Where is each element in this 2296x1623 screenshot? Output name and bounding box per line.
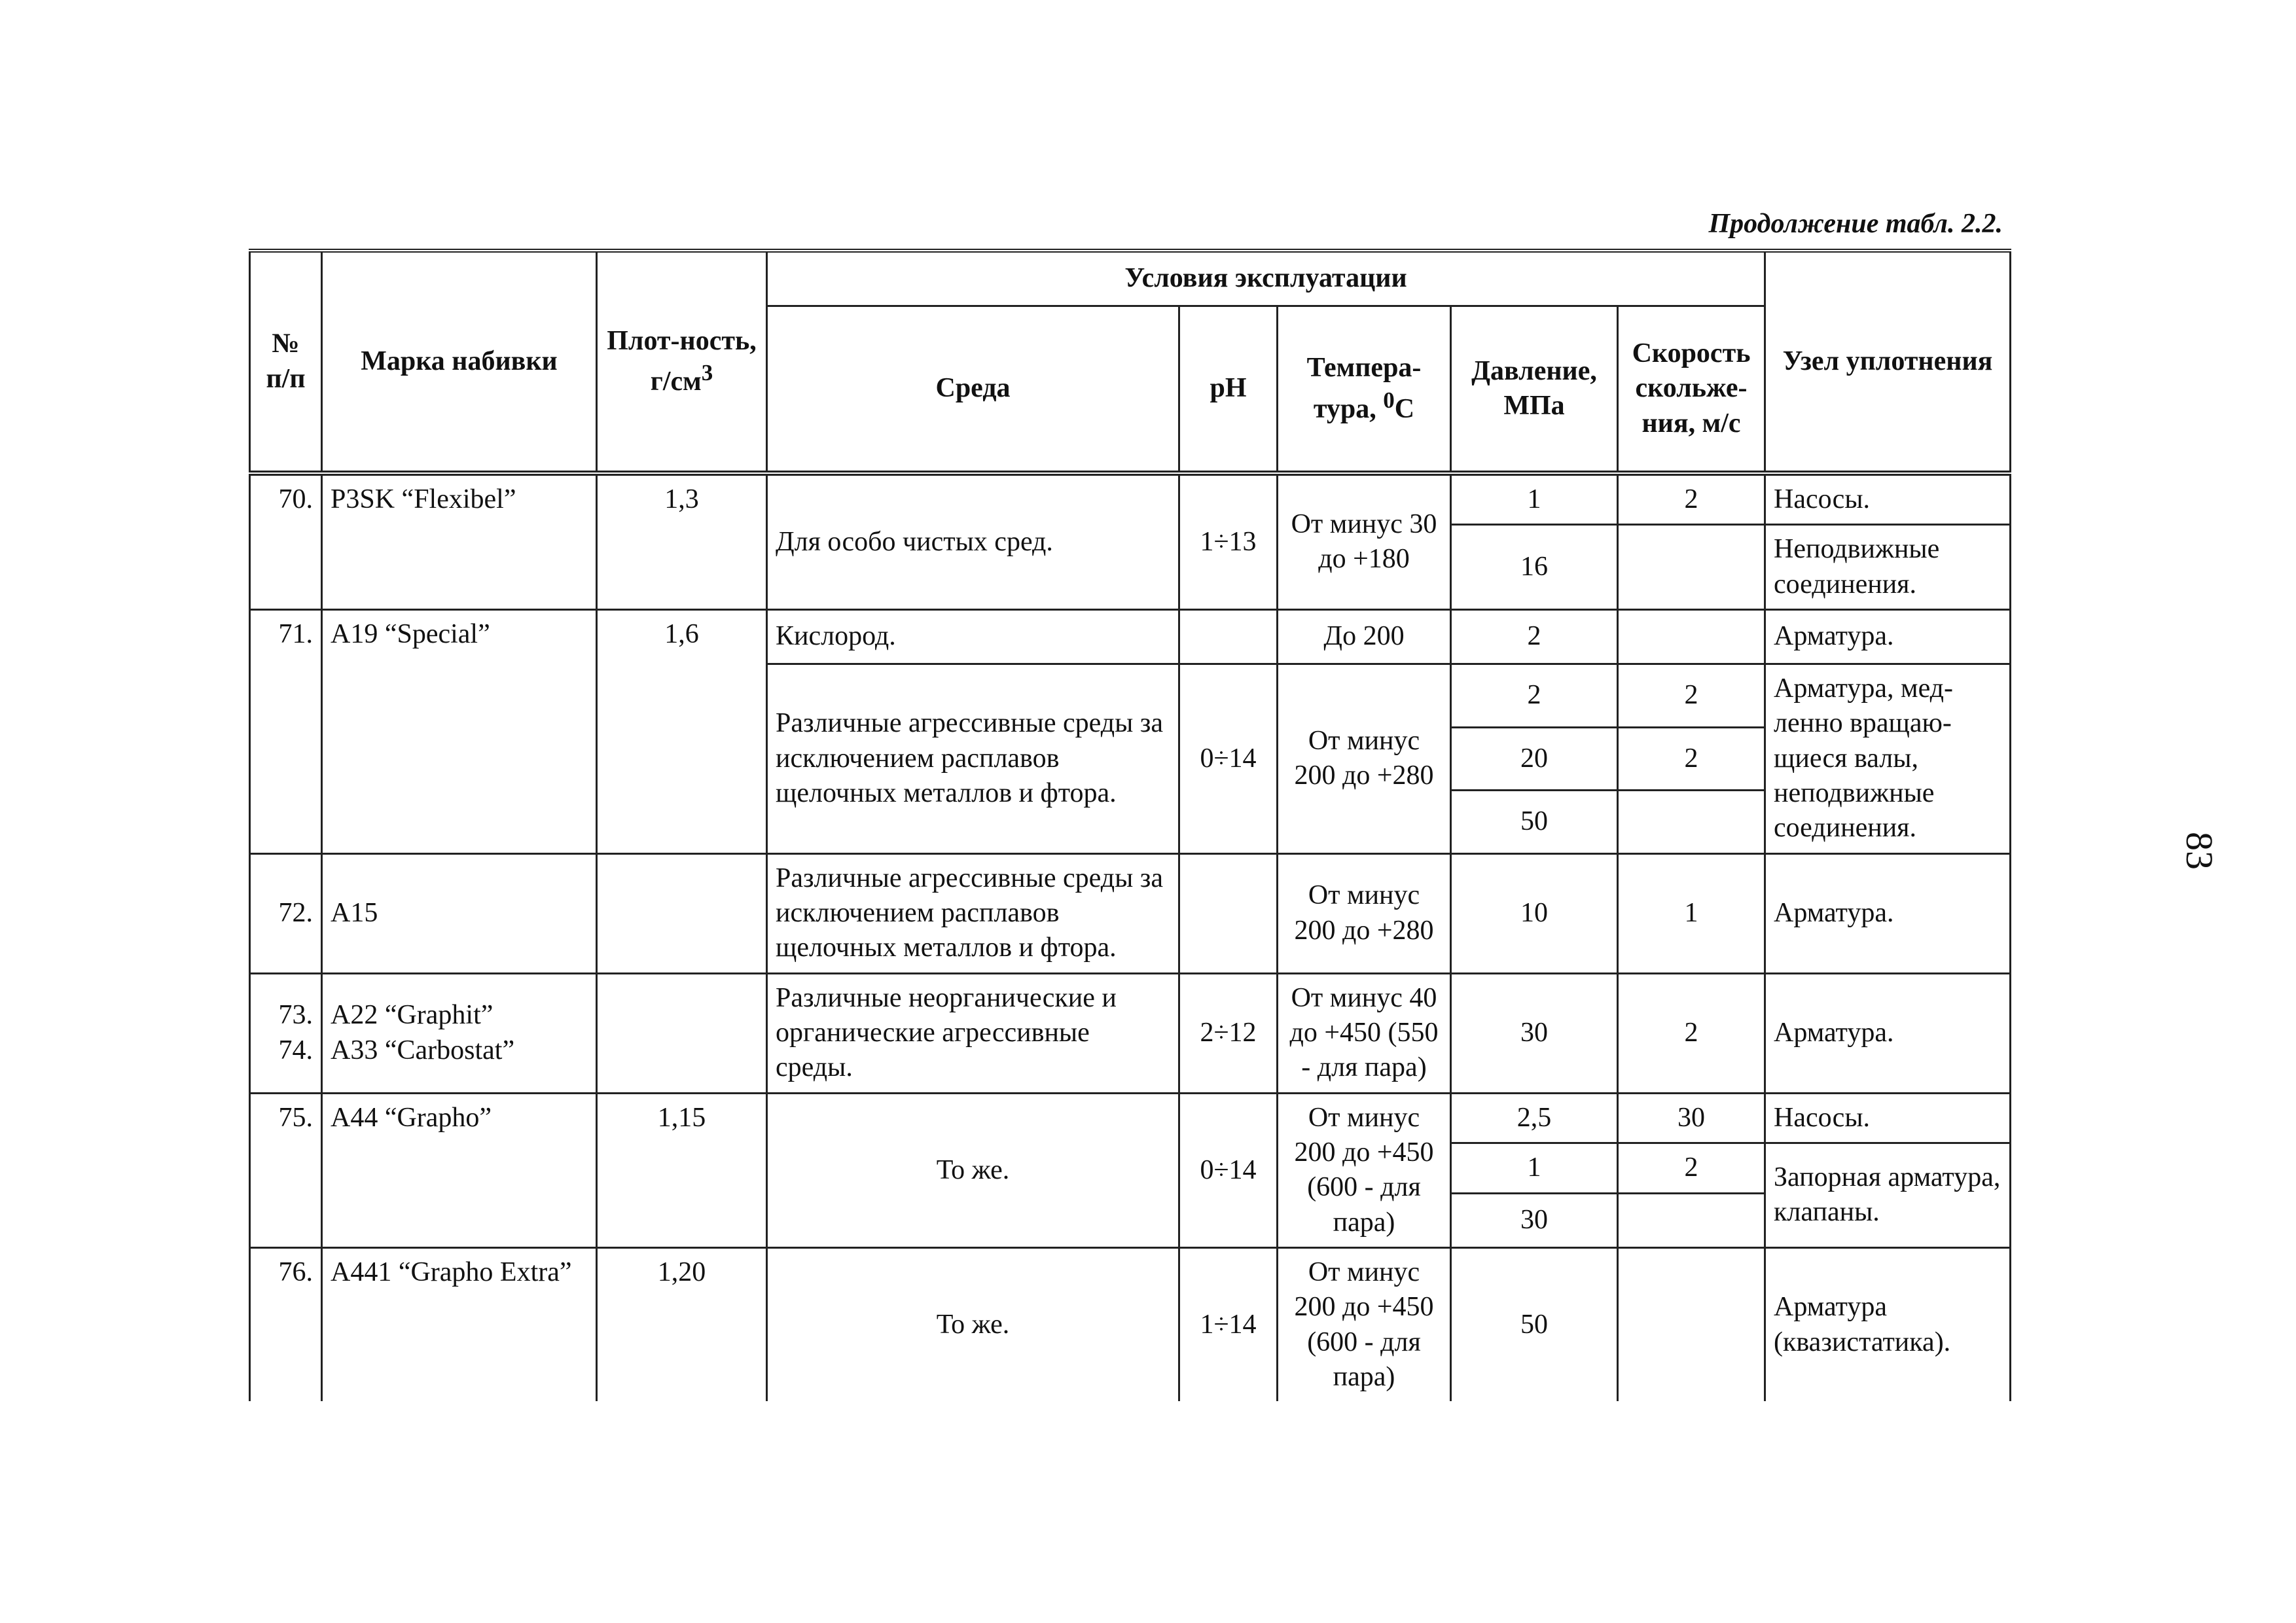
cell-unit: Арматура. bbox=[1765, 973, 2011, 1093]
cell-unit: Арматура. bbox=[1765, 609, 2011, 664]
cell-ph: 0÷14 bbox=[1179, 1093, 1278, 1247]
cell-medium: Различные агрессивные среды за исключением расплавов щелочных металлов и фтора. bbox=[767, 664, 1179, 853]
cell-speed: 2 bbox=[1618, 727, 1765, 791]
header-pressure: Давление, МПа bbox=[1451, 306, 1618, 474]
cell-brand: A44 “Grapho” bbox=[322, 1093, 597, 1247]
cell-pressure: 30 bbox=[1451, 973, 1618, 1093]
table-row-76 bbox=[250, 1247, 2011, 1401]
cell-brand: A441 “Grapho Extra” bbox=[322, 1247, 597, 1401]
header-temperature bbox=[1278, 306, 1451, 474]
header-density-sup: 3 bbox=[701, 360, 713, 385]
cell-speed: 2 bbox=[1618, 473, 1765, 525]
header-temperature-unit: С bbox=[1394, 393, 1415, 424]
cell-ph: 2÷12 bbox=[1179, 973, 1278, 1093]
cell-pressure: 20 bbox=[1451, 727, 1618, 791]
header-row-1 bbox=[250, 251, 2011, 306]
cell-pressure: 16 bbox=[1451, 525, 1618, 610]
cell-speed: 2 bbox=[1618, 664, 1765, 727]
cell-speed bbox=[1618, 791, 1765, 854]
cell-speed bbox=[1618, 1247, 1765, 1401]
cell-unit: Неподвижные соединения. bbox=[1765, 525, 2011, 610]
cell-pressure: 1 bbox=[1451, 473, 1618, 525]
cell-pressure: 50 bbox=[1451, 791, 1618, 854]
header-conditions: Условия эксплуатации bbox=[767, 251, 1765, 306]
cell-medium: То же. bbox=[767, 1247, 1179, 1401]
table-caption: Продолжение табл. 2.2. bbox=[1708, 209, 2003, 239]
cell-density bbox=[597, 973, 767, 1093]
cell-brand-74: A33 “Carbostat” bbox=[331, 1035, 515, 1065]
header-num: № п/п bbox=[250, 251, 322, 473]
cell-temperature: От минус 30 до +180 bbox=[1278, 473, 1451, 609]
cell-medium: Различные агрессивные среды за исключением расплавов щелочных металлов и фтора. bbox=[767, 853, 1179, 973]
table-row-72 bbox=[250, 853, 2011, 973]
cell-num: 72. bbox=[250, 853, 322, 973]
header-temperature-text: Темпера-тура, bbox=[1306, 353, 1422, 424]
table-row-73-74 bbox=[250, 973, 2011, 1093]
cell-pressure: 2 bbox=[1451, 664, 1618, 727]
cell-num-74: 74. bbox=[278, 1035, 313, 1065]
cell-ph bbox=[1179, 853, 1278, 973]
cell-ph: 0÷14 bbox=[1179, 664, 1278, 853]
cell-unit: Арматура (квазистатика). bbox=[1765, 1247, 2011, 1401]
table-row-70 bbox=[250, 473, 2011, 525]
header-brand: Марка набивки bbox=[322, 251, 597, 473]
cell-pressure: 1 bbox=[1451, 1143, 1618, 1193]
header-temperature-sup: 0 bbox=[1383, 387, 1395, 413]
cell-density: 1,6 bbox=[597, 609, 767, 853]
cell-medium: То же. bbox=[767, 1093, 1179, 1247]
cell-temperature: От минус 40 до +450 (550 - для пара) bbox=[1278, 973, 1451, 1093]
cell-speed bbox=[1618, 525, 1765, 610]
cell-medium: Для особо чистых сред. bbox=[767, 473, 1179, 609]
cell-pressure: 30 bbox=[1451, 1193, 1618, 1247]
cell-brand: A15 bbox=[322, 853, 597, 973]
cell-temperature: От минус 200 до +450 (600 - для пара) bbox=[1278, 1093, 1451, 1247]
cell-ph bbox=[1179, 609, 1278, 664]
cell-unit: Арматура. bbox=[1765, 853, 2011, 973]
cell-temperature: От минус 200 до +450 (600 - для пара) bbox=[1278, 1247, 1451, 1401]
cell-density: 1,3 bbox=[597, 473, 767, 609]
header-ph: pH bbox=[1179, 306, 1278, 474]
cell-pressure: 2 bbox=[1451, 609, 1618, 664]
cell-unit: Насосы. bbox=[1765, 473, 2011, 525]
table-row-71 bbox=[250, 609, 2011, 664]
table-row-75 bbox=[250, 1093, 2011, 1143]
packing-specs-table bbox=[249, 249, 2011, 1401]
cell-medium: Кислород. bbox=[767, 609, 1179, 664]
cell-ph: 1÷14 bbox=[1179, 1247, 1278, 1401]
cell-speed bbox=[1618, 609, 1765, 664]
cell-density bbox=[597, 853, 767, 973]
cell-density: 1,20 bbox=[597, 1247, 767, 1401]
cell-unit: Арматура, мед-ленно вращаю-щиеся валы, неподвижные соединения. bbox=[1765, 664, 2011, 853]
header-speed: Скорость скольже-ния, м/с bbox=[1618, 306, 1765, 474]
cell-temperature: От минус 200 до +280 bbox=[1278, 853, 1451, 973]
cell-speed: 1 bbox=[1618, 853, 1765, 973]
cell-brand: P3SK “Flexibel” bbox=[322, 473, 597, 609]
cell-density: 1,15 bbox=[597, 1093, 767, 1247]
cell-speed: 30 bbox=[1618, 1093, 1765, 1143]
cell-unit: Запорная арматура, клапаны. bbox=[1765, 1143, 2011, 1247]
cell-temperature: От минус 200 до +280 bbox=[1278, 664, 1451, 853]
header-density-text: Плот-ность, г/см bbox=[607, 325, 757, 397]
cell-num bbox=[250, 973, 322, 1093]
cell-pressure: 2,5 bbox=[1451, 1093, 1618, 1143]
cell-temperature: До 200 bbox=[1278, 609, 1451, 664]
cell-num: 71. bbox=[250, 609, 322, 853]
cell-num: 70. bbox=[250, 473, 322, 609]
cell-brand bbox=[322, 973, 597, 1093]
cell-pressure: 10 bbox=[1451, 853, 1618, 973]
cell-num-73: 73. bbox=[278, 1000, 313, 1031]
header-medium: Среда bbox=[767, 306, 1179, 474]
header-unit: Узел уплотнения bbox=[1765, 251, 2011, 473]
cell-speed: 2 bbox=[1618, 973, 1765, 1093]
cell-brand-73: A22 “Graphit” bbox=[331, 1000, 493, 1031]
cell-speed bbox=[1618, 1193, 1765, 1247]
cell-num: 75. bbox=[250, 1093, 322, 1247]
cell-num: 76. bbox=[250, 1247, 322, 1401]
page-number: 83 bbox=[2178, 832, 2221, 870]
cell-ph: 1÷13 bbox=[1179, 473, 1278, 609]
header-density bbox=[597, 251, 767, 473]
cell-brand: A19 “Special” bbox=[322, 609, 597, 853]
cell-unit: Насосы. bbox=[1765, 1093, 2011, 1143]
cell-speed: 2 bbox=[1618, 1143, 1765, 1193]
cell-pressure: 50 bbox=[1451, 1247, 1618, 1401]
cell-medium: Различные неорганические и органические агрессивные среды. bbox=[767, 973, 1179, 1093]
